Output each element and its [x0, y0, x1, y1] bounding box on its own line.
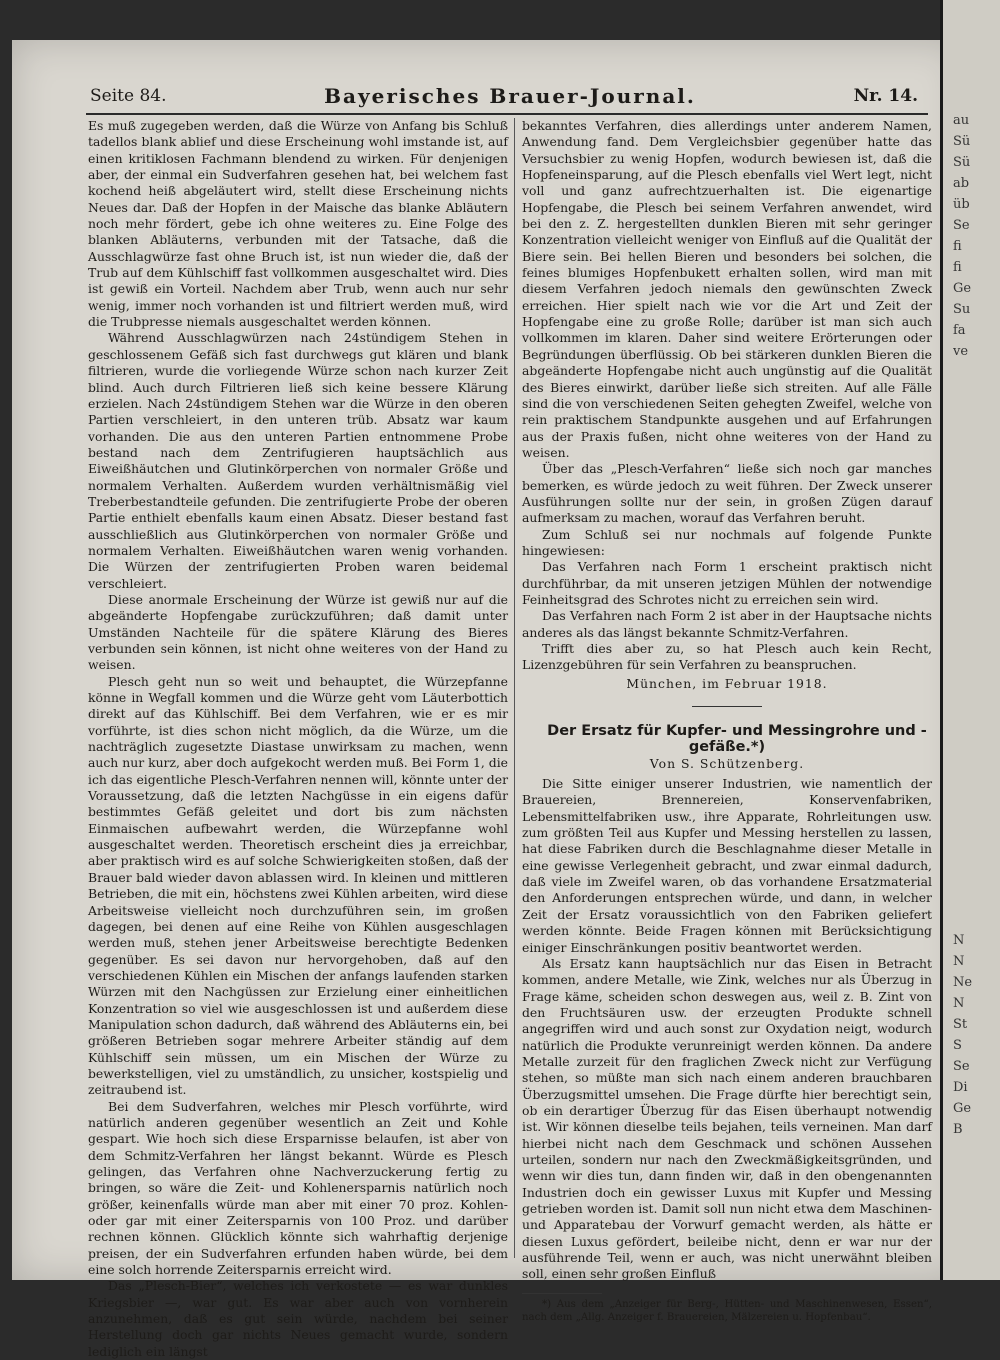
- page-header: [90, 86, 930, 110]
- paragraph: Die Sitte einiger unserer Industrien, wie namentlich der Brauereien, Brennereien, Konservenfabriken, Lebensmittelfabriken usw., ihre Apparate, Rohrleitungen usw. zum größten Teil aus Kupfer und Messing herstellen zu lassen, hat diese Fabriken durch die Beschlagnahme dieser Metalle in eine gewisse Verlegenheit gebracht, und zwar einmal dadurch, daß viele im Zweifel waren, ob das vorhandene Ersatzmaterial den Anforderungen entsprechen würde, und dann, in welcher Zeit der Ersatz voraussichtlich von den Fabriken geliefert werden könnte. Beide Fragen können mit Berücksichtigung einiger Einschränkungen positiv beantwortet werden.: [522, 776, 932, 955]
- header-rule: [86, 113, 928, 115]
- paragraph: Das Verfahren nach Form 1 erscheint praktisch nicht durchführbar, da mit unseren jetzigen Mühlen der notwendige Feinheitsgrad des Schrotes nicht zu erreichen sein wird.: [522, 559, 932, 607]
- paragraph: Als Ersatz kann hauptsächlich nur das Eisen in Betracht kommen, andere Metalle, wie Zink, welches nur als Überzug in Frage käme, scheiden schon deswegen aus, weil z. B. Zint von den Fruchtsäuren usw. der erzeugten Produkte schnell angegriffen wird und auch sonst zur Oxydation neigt, wodurch natürlich die Produkte verunreinigt werden können. Da andere Metalle zurzeit für den fraglichen Zweck nicht zur Verfügung stehen, so müßte man sich nach einem anderen brauchbaren Überzugsmittel umsehen. Die Frage dürfte hier berechtigt sein, ob ein derartiger Überzug für das Eisen überhaupt notwendig ist. Wir können dieselbe teils bejahen, teils verneinen. Man darf hierbei nicht nach dem Geschmack und schönen Aussehen urteilen, sondern nur nach den Zweckmäßigkeitsgründen, und wenn wir dies tun, dann finden wir, daß in den obengenannten Industrien doch ein gewisser Luxus mit Kupfer und Messing getrieben worden ist. Damit soll nun nicht etwa dem Maschinen- und Apparatebau der Vorwurf gemacht werden, als hätte er diesen Luxus gefördert, beileibe nicht, denn er war nur der ausführende Teil, wenn er auch, was nicht unerwähnt bleiben soll, einen sehr großen Einfluß: [522, 955, 932, 1282]
- dateline: München, im Februar 1918.: [626, 675, 828, 691]
- article-byline: Von S. Schützenberg.: [649, 755, 805, 771]
- page-number: Seite 84.: [90, 86, 167, 106]
- paragraph: Über das „Plesch-Verfahren“ ließe sich noch gar manches bemerken, es würde jedoch zu weit führen. Der Zweck unserer Ausführungen sollte nur der sein, in großen Zügen darauf aufmerksam zu machen, worauf das Verfahren beruht.: [522, 461, 932, 526]
- adjacent-page-text-bottom: N N Ne N St S Se Di Ge B: [953, 933, 973, 1137]
- paragraph: bekanntes Verfahren, dies allerdings unter anderem Namen, Anwendung fand. Dem Vergleichsbier gegenüber hatte das Versuchsbier zu wenig Hopfen, wodurch bewiesen ist, daß die Hopfeneinsparung, auf die Plesch ebenfalls viel Wert legt, nicht voll und ganz aufrechtzuerhalten ist. Die eigenartige Hopfengabe, die Plesch bei seinem Verfahren anwendet, wird bei den z. Z. hergestellten dunklen Bieren mit sehr geringer Konzentration vielleicht weniger von Einfluß auf die Qualität der Biere sein. Bei hellen Bieren und besonders bei solchen, die feines blumiges Hopfenbukett erhalten sollen, wird man mit diesem Verfahren jedoch niemals den gewünschten Zweck erreichen. Hier spielt nach wie vor die Art und Zeit der Hopfengabe eine zu große Rolle; darüber ist man sich auch vollkommen im klaren. Daher sind weitere Erörterungen oder Begründungen überflüssig. Ob bei stärkeren dunklen Bieren die abgeänderte Hopfengabe nicht auch ungünstig auf die Qualität des Bieres einwirkt, darüber ließe sich streiten. Auf alle Fälle sind die von verschiedenen Seiten gehegten Zweifel, welche von rein praktischem Standpunkte ausgehen und auf Erfahrungen aus der Praxis fußen, nicht ohne weiteres von der Hand zu weisen.: [522, 118, 932, 460]
- paragraph: Es muß zugegeben werden, daß die Würze von Anfang bis Schluß tadellos blank ablief und diese Erscheinung wohl imstande ist, auf einen kritiklosen Fachmann blendend zu wirken. Für denjenigen aber, der einmal ein Sudverfahren gesehen hat, bei welchem fast kochend heiß abgeläutert wird, stellt diese Erscheinung nichts Neues dar. Daß der Hopfen in der Maische das blanke Abläutern noch mehr fördert, gebe ich ohne weiteres zu. Eine Folge des blanken Abläuterns, verbunden mit der Tatsache, daß die Ausschlagwürze fast ohne Bruch ist, ist nun wieder die, daß der Trub auf dem Kühlschiff fast vollkommen ausgeschaltet wird. Dies ist gewiß ein Vorteil. Nachdem aber Trub, wenn auch nur sehr wenig, immer noch vorhanden ist und filtriert werden muß, wird die Trubpresse niemals ausgeschaltet werden können.: [88, 118, 508, 330]
- paragraph: Das Verfahren nach Form 2 ist aber in der Hauptsache nichts anderes als das längst bekannte Schmitz-Verfahren.: [522, 608, 932, 640]
- paragraph: Plesch geht nun so weit und behauptet, die Würzepfanne könne in Wegfall kommen und die Würze geht vom Läuterbottich direkt auf das Kühlschiff. Bei dem Verfahren, wie er es mir vorführte, ist dies schon nicht möglich, da die Würze, um die nachträglich zugesetzte Diastase unwirksam zu machen, wenn auch nur kurz, aber doch aufgekocht werden muß. Bei Form 1, die ich das eigentliche Plesch-Verfahren nennen will, könnte unter der Voraussetzung, daß die letzten Nachgüsse in ein eigens dafür bestimmtes Gefäß geleitet und dort bis zum nächsten Einmaischen aufbewahrt werden, die Würzepfanne wohl ausgeschaltet werden. Theoretisch erscheint dies ja erreichbar, aber praktisch wird es auf solche Schwierigkeiten stoßen, daß der Brauer bald wieder davon ablassen wird. In kleinen und mittleren Betrieben, die mit ein, höchstens zwei Kühlen arbeiten, wird diese Arbeitsweise vielleicht noch durchzuführen sein, im großen dagegen, bei denen auf eine Reihe von Kühlen ausgeschlagen werden muß, stehen jener Arbeitsweise berechtigte Bedenken gegenüber. Es sei davon nur hervorgehoben, daß auf den verschiedenen Kühlen ein Mischen der anfangs laufenden starken Würzen mit den Nachgüssen zur Erzielung einer einheitlichen Konzentration so viel wie ausgeschlossen ist und außerdem diese Manipulation schon dadurch, daß während des Abläuterns ein, bei größeren Betrieben sogar mehrere Arbeiter ständig auf dem Kühlschiff sein müssen, um ein Mischen der Würze zu bewerkstelligen, viel zu umständlich, zu unsicher, kostspielig und zeitraubend ist.: [88, 673, 508, 1098]
- article-title: Der Ersatz für Kupfer- und Messingrohre und -gefäße.*): [547, 723, 927, 756]
- paragraph: Bei dem Sudverfahren, welches mir Plesch vorführte, wird natürlich anderen gegenüber wesentlich an Zeit und Kohle gespart. Wie hoch sich diese Ersparnisse belaufen, ist aber von dem Schmitz-Verfahren her längst bekannt. Würde es Plesch gelingen, das Verfahren ohne Nachverzuckerung fertig zu bringen, so wäre die Zeit- und Kohlenersparnis natürlich noch größer, keinenfalls würde man aber mit einer 70 proz. Kohlen- oder gar mit einer Zeitersparnis von 100 Proz. und darüber rechnen können. Glücklich könnte sich wahrhaftig derjenige preisen, der ein Sudverfahren erfunden haben würde, bei dem eine solch horrende Zeitersparnis erreicht wird.: [88, 1098, 508, 1278]
- paragraph: Trifft dies aber zu, so hat Plesch auch kein Recht, Lizenzgebühren für sein Verfahren zu beanspruchen.: [522, 641, 932, 673]
- footnote: *) Aus dem „Anzeiger für Berg-, Hütten- und Maschinenwesen, Essen“, nach dem „Allg. Anzeiger f. Brauereien, Mälzereien u. Hopfenbau“.: [522, 1298, 932, 1323]
- right-column: [522, 118, 932, 1324]
- section-rule: [692, 706, 762, 707]
- issue-number: Nr. 14.: [853, 86, 918, 106]
- adjacent-page-text-top: au Sü Sü ab üb Se fi fi Ge Su fa ve: [953, 113, 972, 359]
- footnote-rule: [522, 1293, 602, 1294]
- column-divider: [514, 118, 515, 1258]
- paragraph: Das „Plesch-Bier“, welches ich verkostete — es war dunkles Kriegsbier —, war gut. Es war aber auch von vornherein anzunehmen, daß es gut sein würde, nachdem bei seiner Herstellung doch gar nichts Neues gemacht wurde, sondern lediglich ein längst: [88, 1278, 508, 1359]
- journal-title: Bayerisches Brauer-Journal.: [324, 84, 696, 108]
- left-column: [88, 118, 508, 1360]
- paragraph: Zum Schluß sei nur nochmals auf folgende Punkte hingewiesen:: [522, 526, 932, 558]
- paragraph: Während Ausschlagwürzen nach 24stündigem Stehen in geschlossenem Gefäß sich fast durchwegs gut klären und blank filtrieren, wurde die vorliegende Würze schon nach kurzer Zeit blind. Auch durch Filtrieren ließ sich keine bessere Klärung erzielen. Nach 24stündigem Stehen war die Würze in den oberen Partien verschleiert, in den unteren trüb. Absatz war kaum vorhanden. Die aus den unteren Partien entnommene Probe bestand nach dem Zentrifugieren hauptsächlich aus Eiweißhäutchen und Glutinkörperchen von normaler Größe und normalem Verhalten. Außerdem wurden verhältnismäßig viel Treberbestandteile gefunden. Die zentrifugierte Probe der oberen Partie enthielt ebenfalls kaum einen Absatz. Dieser bestand fast ausschließlich aus Glutinkörperchen von normaler Größe und normalem Verhalten. Eiweißhäutchen waren wenig vorhanden. Die Würzen der zentrifugierten Proben waren beidemal verschleiert.: [88, 330, 508, 591]
- adjacent-page-edge: [940, 0, 1000, 1280]
- paragraph: Diese anormale Erscheinung der Würze ist gewiß nur auf die abgeänderte Hopfengabe zurückzuführen; daß damit unter Umständen Nachteile für die spätere Klärung des Bieres verbunden sein können, ist nicht ohne weiteres von der Hand zu weisen.: [88, 591, 508, 673]
